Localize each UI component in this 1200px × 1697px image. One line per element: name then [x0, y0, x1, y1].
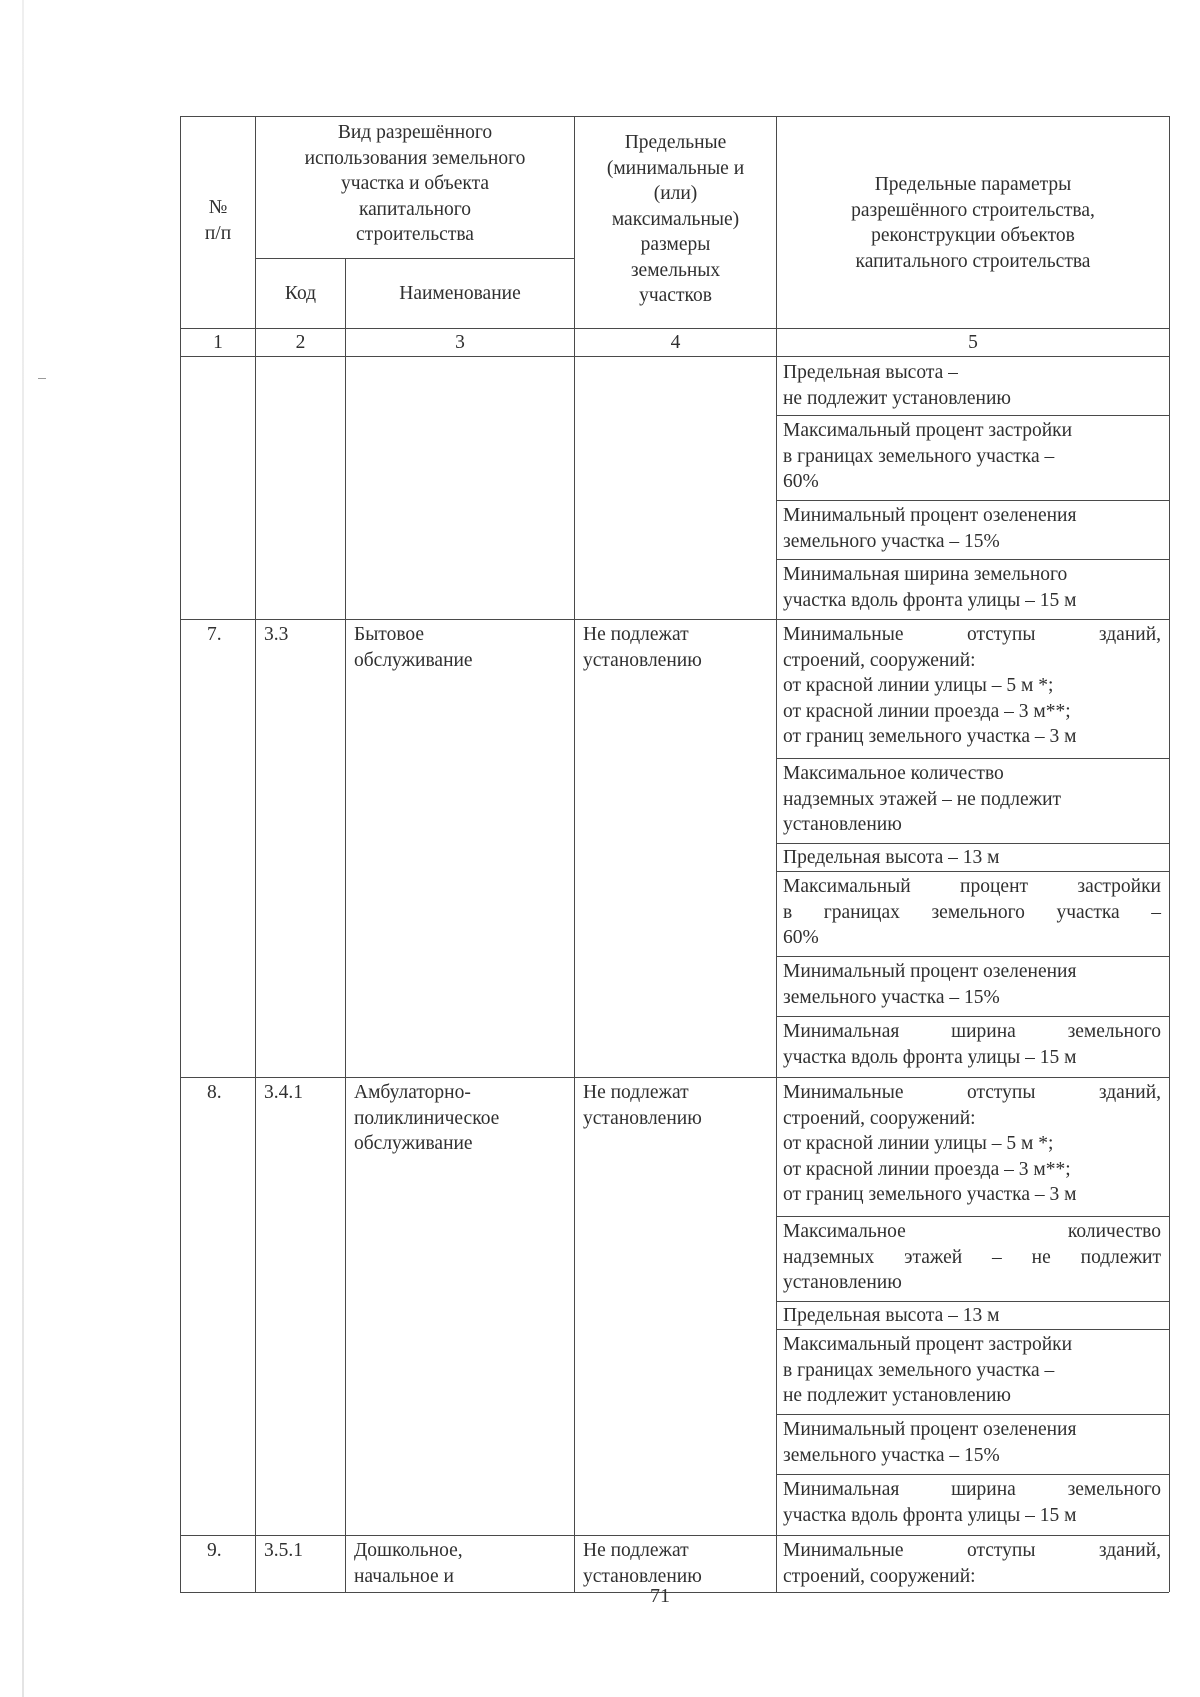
row7-max-building-percent-2: в границах земельного участка – — [783, 901, 1161, 923]
column-number-4: 4 — [670, 332, 681, 353]
row8-plot-size: Не подлежат установлению — [583, 1082, 702, 1129]
row9-setbacks: строений, сооружений: — [783, 1565, 976, 1587]
column-number-3: 3 — [455, 332, 465, 353]
row7-max-floors: Максимальное количество надземных этажей – не подлежит установлению — [783, 763, 1062, 835]
row9-code: 3.5.1 — [264, 1540, 303, 1561]
row8-max-building-percent: Максимальный процент застройки в границах земельного участка – не подлежит установлению — [783, 1334, 1073, 1406]
row9-name: Дошкольное, начальное и — [354, 1540, 463, 1587]
column-number-1: 1 — [213, 332, 223, 353]
header-plot-sizes: Предельные (минимальные и (или) максимальные) размеры земельных участков — [606, 132, 745, 306]
row7-number: 7. — [207, 624, 222, 645]
cont-min-plot-width: Минимальная ширина земельного участка вдоль фронта улицы – 15 м — [783, 564, 1077, 611]
row9-plot-size: Не подлежат установлению — [583, 1540, 702, 1587]
row9-number: 9. — [207, 1540, 222, 1561]
row7-max-building-percent-3: 60% — [783, 927, 819, 948]
header-construction-parameters: Предельные параметры разрешённого строительства, реконструкции объектов капитального строительства — [851, 174, 1095, 272]
row8-min-plot-width-2: участка вдоль фронта улицы – 15 м — [783, 1504, 1077, 1526]
row8-setbacks-heading: Минимальные отступы зданий, — [783, 1082, 1161, 1103]
cont-max-building-percent: Максимальный процент застройки в границах земельного участка – 60% — [783, 420, 1073, 492]
row8-max-floors-3: установлению — [783, 1272, 902, 1293]
header-number: № п/п — [204, 197, 232, 244]
row8-max-floors-1: Максимальное количество — [783, 1221, 1161, 1242]
column-number-2: 2 — [295, 332, 306, 353]
header-code: Код — [284, 283, 317, 304]
column-number-5: 5 — [968, 332, 978, 353]
header-permitted-use: Вид разрешённого использования земельного участка и объекта капитального строительства — [304, 122, 526, 245]
cont-min-green-percent: Минимальный процент озеленения земельного участка – 15% — [783, 505, 1077, 552]
row7-setbacks-heading: Минимальные отступы зданий, — [783, 624, 1161, 645]
row7-setbacks: строений, сооружений: от красной линии улицы – 5 м *; от красной линии проезда – 3 м**; от границ земельного участка – 3 м — [783, 649, 1077, 747]
row7-min-plot-width-2: участка вдоль фронта улицы – 15 м — [783, 1046, 1077, 1068]
row8-min-plot-width-1: Минимальная ширина земельного — [783, 1479, 1161, 1500]
row8-setbacks: строений, сооружений: от красной линии улицы – 5 м *; от красной линии проезда – 3 м**; от границ земельного участка – 3 м — [783, 1107, 1077, 1205]
row8-min-green-percent: Минимальный процент озеленения земельного участка – 15% — [783, 1419, 1077, 1466]
header-name: Наименование — [399, 283, 521, 304]
row7-plot-size: Не подлежат установлению — [583, 624, 702, 671]
row7-min-green-percent: Минимальный процент озеленения земельного участка – 15% — [783, 961, 1077, 1008]
scan-edge — [22, 0, 24, 1697]
row8-code: 3.4.1 — [264, 1082, 303, 1103]
row8-name: Амбулаторно- поликлиническое обслуживание — [354, 1082, 500, 1154]
scan-speck — [38, 378, 46, 379]
page-number: 71 — [650, 1585, 670, 1607]
row7-code: 3.3 — [264, 624, 289, 645]
row8-number: 8. — [207, 1082, 222, 1103]
cont-height-limit: Предельная высота – не подлежит установлению — [783, 362, 1011, 409]
row7-height-limit: Предельная высота – 13 м — [783, 847, 1000, 868]
row8-max-floors-2: надземных этажей – не подлежит — [783, 1246, 1161, 1268]
row7-min-plot-width-1: Минимальная ширина земельного — [783, 1021, 1161, 1042]
row8-height-limit: Предельная высота – 13 м — [783, 1305, 1000, 1326]
row7-name: Бытовое обслуживание — [354, 624, 473, 671]
row9-setbacks-heading: Минимальные отступы зданий, — [783, 1540, 1161, 1561]
row7-max-building-percent-1: Максимальный процент застройки — [783, 876, 1161, 897]
